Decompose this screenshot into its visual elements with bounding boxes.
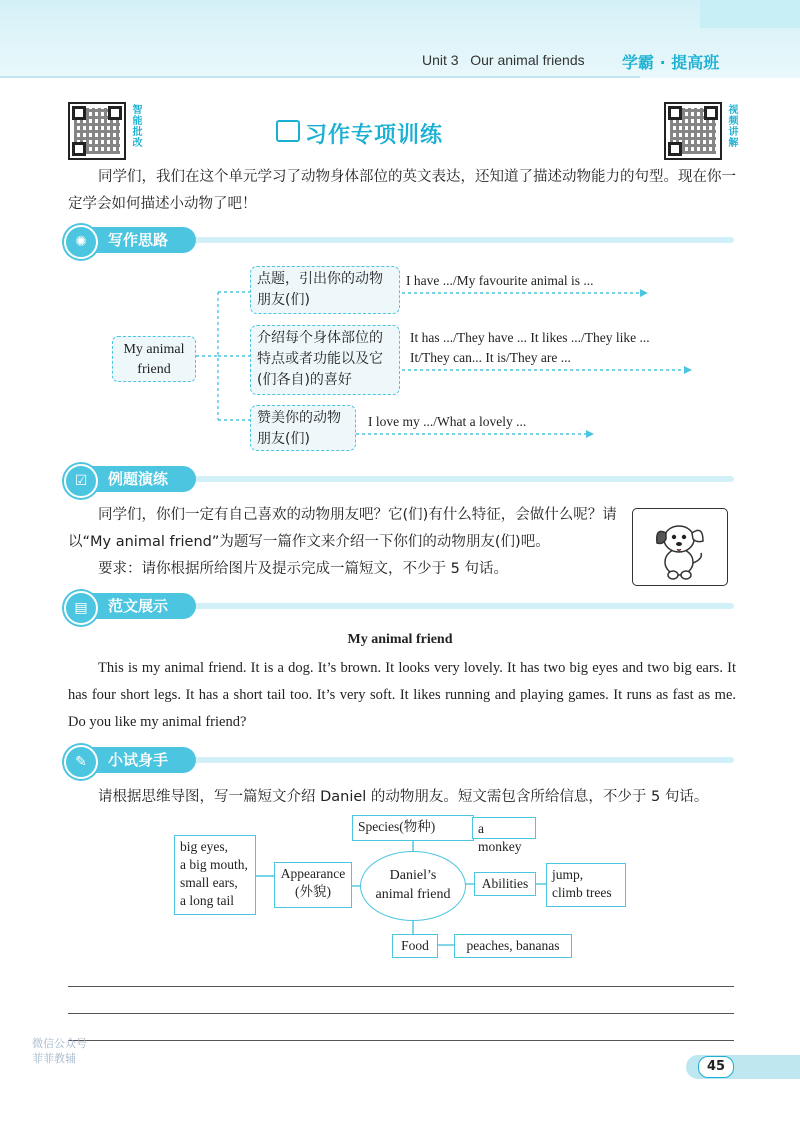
mindmap2-center-line2: animal friend xyxy=(375,887,451,902)
lightbulb-icon: ✺ xyxy=(64,225,98,259)
mindmap1-branch-praise-text: I love my .../What a lovely ... xyxy=(368,414,527,429)
section-header-example: 例题演练 xyxy=(66,466,196,492)
practice-prompt: 请根据思维导图，写一篇短文介绍 Daniel 的动物朋友。短文需包含所给信息，不少于 5 句话。 xyxy=(98,789,709,805)
species-value-box: a monkey xyxy=(472,817,536,839)
essay-title: My animal friend xyxy=(347,632,453,647)
dog-picture xyxy=(632,508,728,586)
intro-paragraph: 同学们，我们在这个单元学习了动物身体部位的英文表达，还知道了描述动物能力的句型。现在你一定学会如何描述小动物了吧！ xyxy=(68,169,736,212)
section-rule xyxy=(160,757,734,763)
watermark xyxy=(32,1036,87,1066)
appearance-value-2: a big mouth, xyxy=(180,857,248,872)
abilities-value-1: jump, xyxy=(552,867,584,882)
essay-body: This is my animal friend. It is a dog. It’s brown. It looks very lovely. It has two big eyes and two big ears. It has four short legs. It has a short tail too. It’s very soft. It likes running and playing games. It runs as fast as me. Do you like my animal friend? xyxy=(68,660,736,730)
mindmap1-center-line2: friend xyxy=(137,362,171,377)
page-number: 45 xyxy=(698,1056,734,1078)
section-rule xyxy=(160,237,734,243)
qr-right-label: 视频讲解 xyxy=(726,104,737,148)
appearance-value-4: a long tail xyxy=(180,893,234,908)
food-value-box: peaches, bananas xyxy=(454,934,572,958)
pencil-icon: ✎ xyxy=(64,745,98,779)
species-label-box: Species(物种) xyxy=(352,815,474,841)
header-divider xyxy=(0,76,640,78)
checklist-icon: ☑ xyxy=(64,464,98,498)
writing-line[interactable] xyxy=(68,1013,734,1014)
appearance-value-box xyxy=(174,835,256,915)
section-header-practice: 小试身手 xyxy=(66,747,196,773)
example-requirement: 要求：请你根据所给图片及提示完成一篇短文，不少于 5 句话。 xyxy=(98,561,508,577)
document-icon: ▤ xyxy=(64,591,98,625)
mindmap1-branch-intro-text: I have .../My favourite animal is ... xyxy=(406,273,594,288)
mindmap1-branch-praise: 赞美你的动物朋友(们) xyxy=(250,405,356,451)
header-corner-tab xyxy=(700,0,800,28)
qr-code-right[interactable] xyxy=(664,102,722,160)
appearance-label-2: (外貌) xyxy=(295,884,331,899)
section-header-writing-ideas: 写作思路 xyxy=(66,227,196,253)
mindmap1-branch-describe: 介绍每个身体部位的特点或者功能以及它(们各自)的喜好 xyxy=(250,325,400,395)
mindmap1-center xyxy=(112,336,196,382)
mindmap2-center-line1: Daniel’s xyxy=(389,868,437,883)
watermark-line1: 微信公众号 xyxy=(32,1037,87,1050)
abilities-value-box xyxy=(546,863,626,907)
dog-icon xyxy=(633,509,726,584)
mindmap1-center-line1: My animal xyxy=(123,342,185,357)
appearance-label-1: Appearance xyxy=(280,866,346,881)
appearance-value-1: big eyes, xyxy=(180,839,228,854)
page-title: 习作专项训练 xyxy=(305,123,444,148)
qr-code-left[interactable] xyxy=(68,102,126,160)
writing-line[interactable] xyxy=(68,986,734,987)
mindmap1-branch-describe-text1: It has .../They have ... It likes .../They like ... xyxy=(410,330,650,345)
section-header-model: 范文展示 xyxy=(66,593,196,619)
mindmap1-branch-describe-text2: It/They can... It is/They are ... xyxy=(410,350,571,365)
section-rule xyxy=(160,476,734,482)
abilities-value-2: climb trees xyxy=(552,885,612,900)
mindmap2-center xyxy=(360,851,466,921)
watermark-line2: 菲菲教辅 xyxy=(32,1052,76,1065)
example-prompt: 同学们，你们一定有自己喜欢的动物朋友吧？它(们)有什么特征，会做什么呢？请以“My animal friend”为题写一篇作文来介绍一下你们的动物朋友(们)吧。 xyxy=(68,507,617,550)
qr-left-label: 智能批改 xyxy=(130,104,141,148)
book-edit-icon xyxy=(276,120,300,142)
series-tag: 学霸 · 提高班 xyxy=(622,53,720,72)
unit-title: Unit 3 Our animal friends xyxy=(422,52,585,68)
mindmap1-branch-intro: 点题，引出你的动物朋友(们) xyxy=(250,266,400,314)
food-label-box: Food xyxy=(392,934,438,958)
appearance-label-box xyxy=(274,862,352,908)
section-rule xyxy=(160,603,734,609)
appearance-value-3: small ears, xyxy=(180,875,238,890)
abilities-label-box: Abilities xyxy=(474,872,536,896)
writing-line[interactable] xyxy=(68,1040,734,1041)
